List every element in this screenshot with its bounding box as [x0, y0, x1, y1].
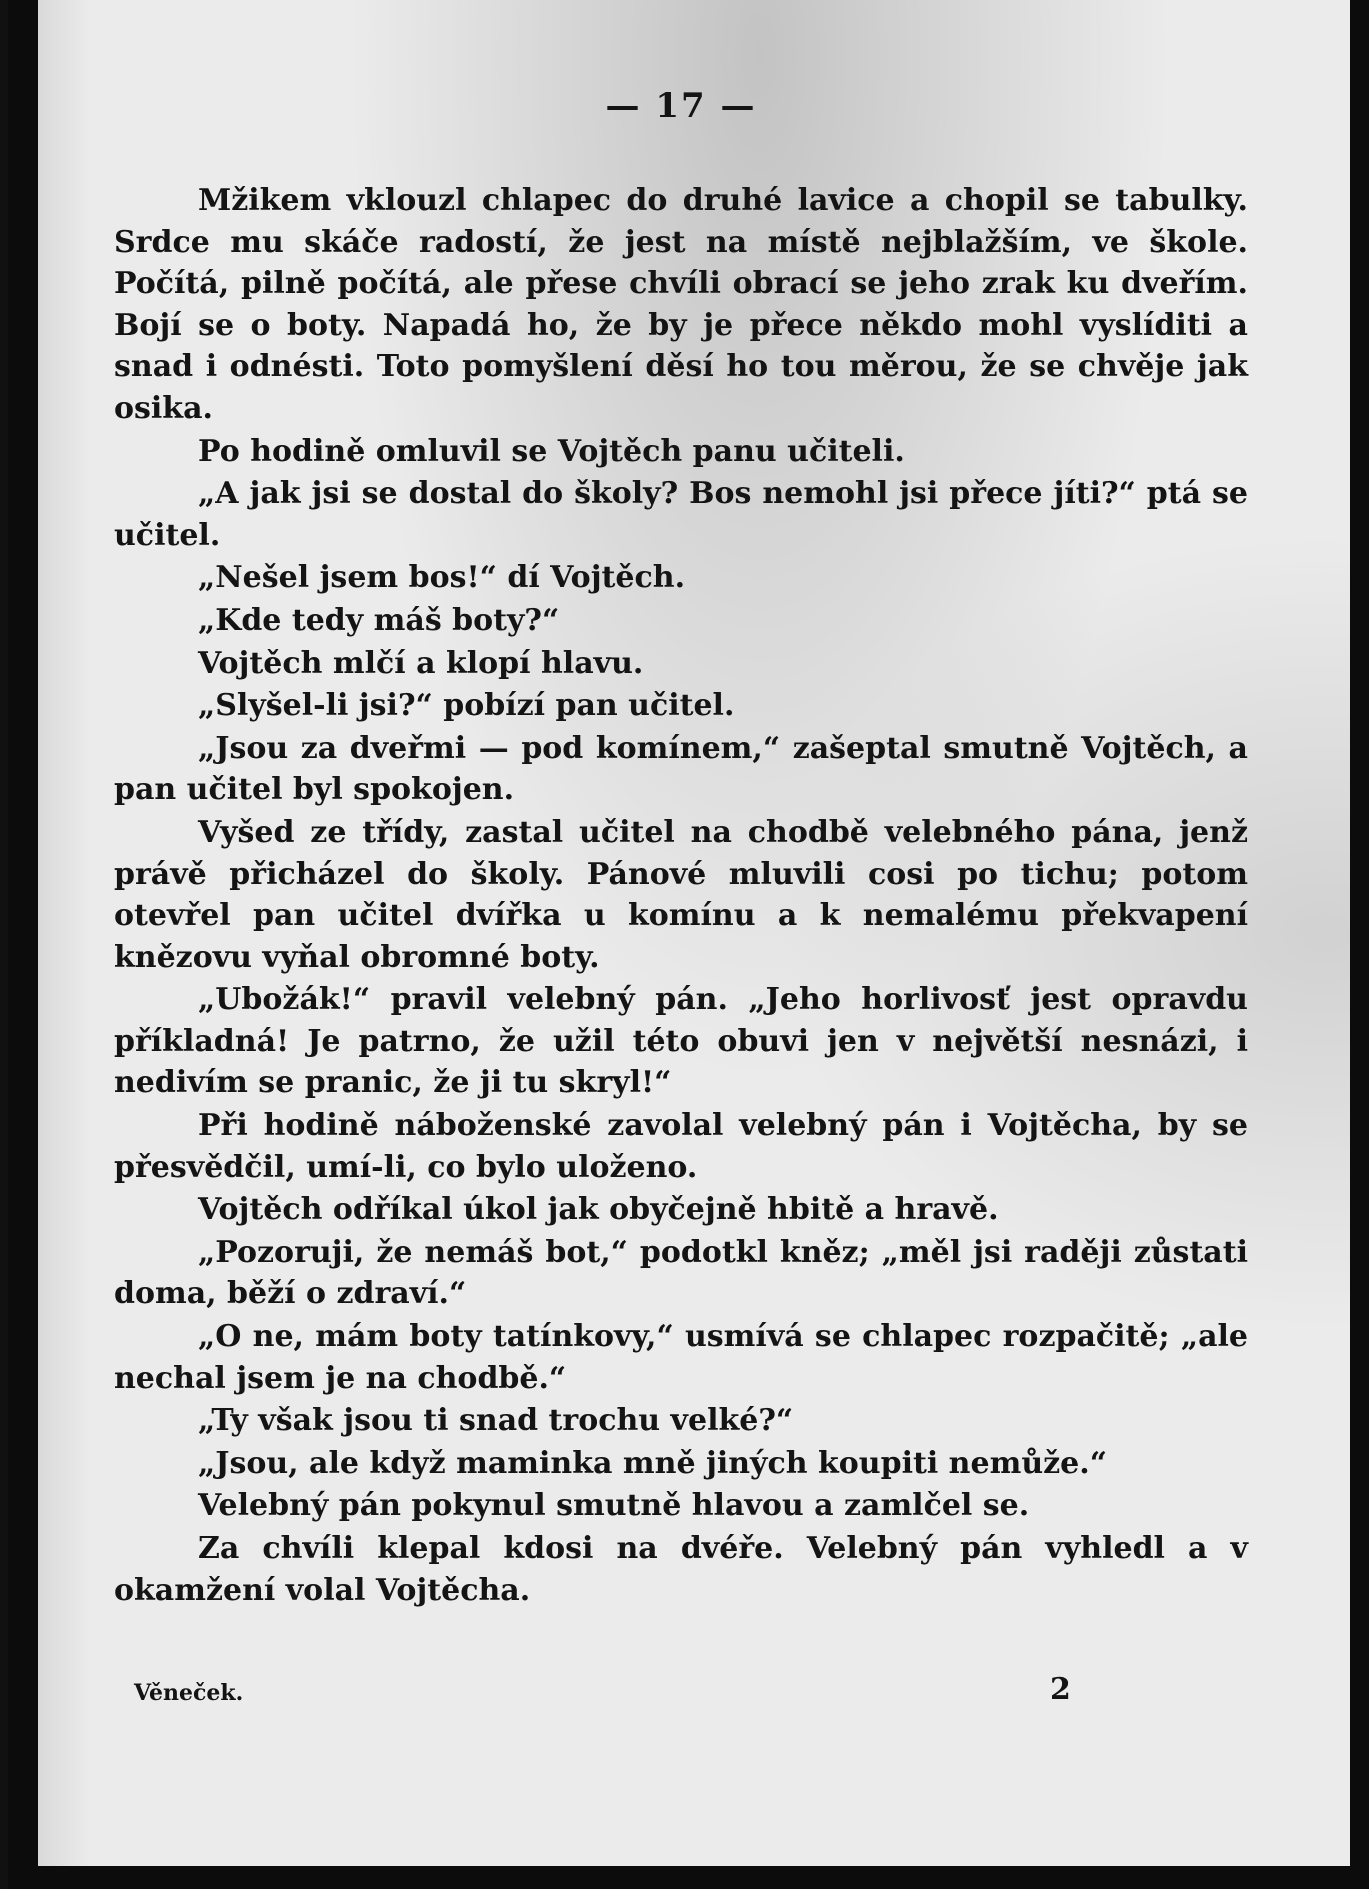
paragraph: Vyšed ze třídy, zastal učitel na chodbě velebného pána, jenž právě přicházel do školy. Pánové mluvili cosi po tichu; potom otevřel pan učitel dvířka u komínu a k nemalému překvapení knězovu vyňal obromné boty.: [114, 814, 1248, 975]
scan-left-border: [0, 0, 8, 1889]
paragraph: Při hodině náboženské zavolal velebný pán i Vojtěcha, by se přesvědčil, umí-li, co bylo uloženo.: [114, 1108, 1248, 1185]
paragraph: „O ne, mám boty tatínkovy,“ usmívá se chlapec rozpačitě; „ale nechal jsem je na chodbě.“: [114, 1319, 1248, 1396]
footer-signature: Věneček.: [134, 1680, 244, 1706]
paragraph: „Ty však jsou ti snad trochu velké?“: [198, 1403, 794, 1439]
paragraph: „Slyšel-li jsi?“ pobízí pan učitel.: [198, 688, 735, 724]
paragraph: „Nešel jsem bos!“ dí Vojtěch.: [198, 560, 686, 596]
book-page: [38, 0, 1350, 1866]
paragraph: „A jak jsi se dostal do školy? Bos nemohl jsi přece jíti?“ ptá se učitel.: [114, 476, 1248, 553]
page-number: — 17 —: [605, 86, 757, 126]
footer-sheet-number: 2: [1050, 1672, 1071, 1707]
paragraph: Velebný pán pokynul smutně hlavou a zamlčel se.: [198, 1488, 1030, 1524]
paragraph: „Jsou, ale když maminka mně jiných koupiti nemůže.“: [198, 1445, 1107, 1481]
paragraph: Za chvíli klepal kdosi na dvéře. Velebný pán vyhledl a v okamžení volal Vojtěcha.: [114, 1531, 1248, 1608]
paragraph: Vojtěch odříkal úkol jak obyčejně hbitě a hravě.: [198, 1192, 999, 1228]
paragraph: Vojtěch mlčí a klopí hlavu.: [198, 645, 644, 681]
paragraph: Po hodině omluvil se Vojtěch panu učiteli.: [198, 433, 905, 469]
paragraph: Mžikem vklouzl chlapec do druhé lavice a chopil se tabulky. Srdce mu skáče radostí, že jest na místě nejblažším, ve škole. Počítá, pilně počítá, ale přese chvíli obrací se jeho zrak ku dveřím. Bojí se o boty. Napadá ho, že by je přece někdo mohl vyslíditi a snad i odnésti. Toto pomyšlení děsí ho tou měrou, že se chvěje jak osika.: [114, 183, 1248, 426]
body-text: [114, 180, 1248, 1612]
paragraph: „Kde tedy máš boty?“: [198, 602, 560, 638]
paragraph: „Ubožák!“ pravil velebný pán. „Jeho horlivosť jest opravdu příkladná! Je patrno, že užil této obuvi jen v největší nesnázi, i nedivím se pranic, že ji tu skryl!“: [114, 982, 1248, 1101]
paragraph: „Pozoruji, že nemáš bot,“ podotkl kněz; „měl jsi raději zůstati doma, běží o zdraví.“: [114, 1234, 1248, 1312]
paragraph: „Jsou za dveřmi — pod komínem,“ zašeptal smutně Vojtěch, a pan učitel byl spokojen.: [114, 730, 1248, 808]
